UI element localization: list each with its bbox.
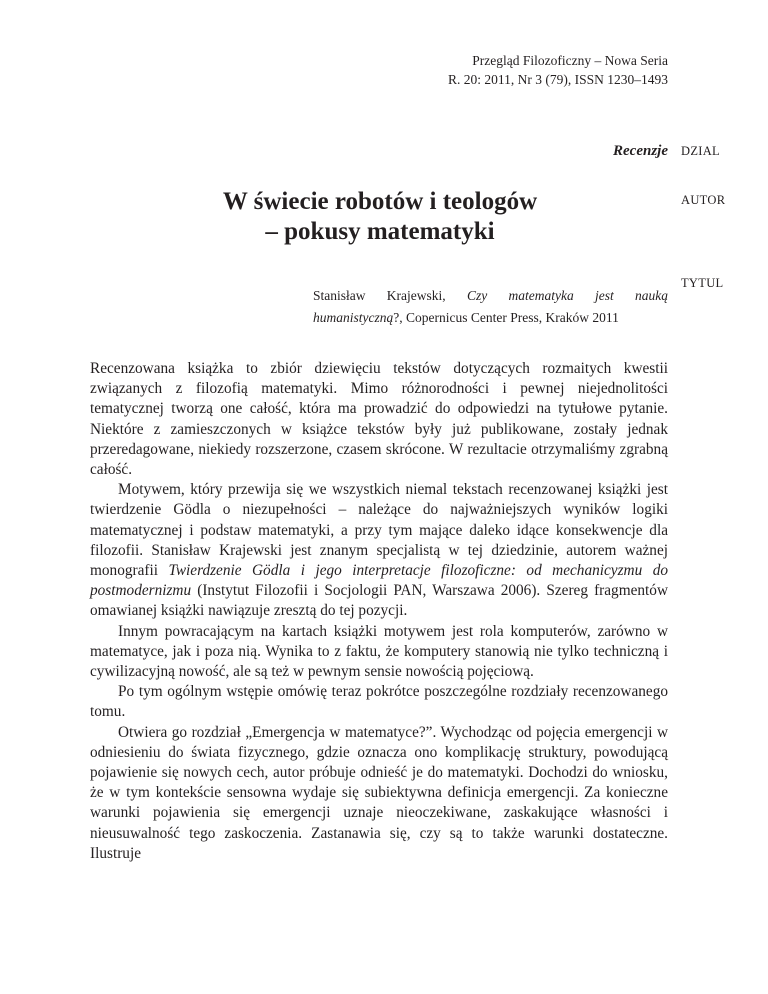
- paragraph-2: [90, 480, 668, 621]
- monograph-title: Twierdzenie Gödla i jego interpretacje filozoficzne: od mechanicyzmu do postmodernizmu: [90, 562, 669, 600]
- article-title: [90, 187, 670, 247]
- paragraph-5: Otwiera go rozdział „Emergencja w matematyce?”. Wychodząc od pojęcia emergencji w odniesieniu do świata fizycznego, gdzie oznacza ono komplikację struktury, powodującą pojawienie się nowych cech, autor próbuje odnieść je do matematyki. Dochodzi do wniosku, że w tym kontekście sensowna wydaje się subiektywna definicja emergencji. Za konieczne warunki pojawienia się emergencji uznaje nieoczekiwane, zaskakujące własności i nieusuwalność tego zaskoczenia. Zastanawia się, czy są to także warunki dostateczne. Ilustruje: [90, 723, 668, 862]
- bib-publisher: ?, Copernicus Center Press, Kraków 2011: [393, 309, 619, 325]
- paragraph-3: Innym powracającym na kartach książki motywem jest rola komputerów, zarówno w matematyce, jak i poza nią. Wynika to z faktu, że komputery stanowią nie tylko techniczną i cywilizacyjną nowość, ale są też w pewnym sensie nowością pojęciową.: [90, 622, 668, 681]
- paragraph-2-text-a: Motywem, który przewija się we wszystkich niemal tekstach recenzowanej książki jest twierdzenie Gödla o niezupełności – należące do najważniejszych wyników logiki matematycznej i podstaw matematyki, a przy tym mające daleko idące konsekwencje dla filozofii. Stanisław Krajewski jest znanym specjalistą w tej dziedzinie, autorem ważnej monografii: [90, 481, 668, 580]
- section-label: Recenzje: [613, 143, 668, 159]
- journal-name: Przegląd Filozoficzny – Nowa Seria: [472, 53, 668, 68]
- paragraph-2-text-b: (Instytut Filozofii i Socjologii PAN, Warszawa 2006). Szereg fragmentów omawianej książki nawiązuje zresztą do tej pozycji.: [90, 582, 668, 620]
- bib-author: Stanisław Krajewski,: [313, 288, 467, 303]
- paragraph-4: Po tym ogólnym wstępie omówię teraz pokrótce poszczególne rozdziały recenzowanego tomu.: [90, 683, 668, 721]
- margin-label-autor: AUTOR: [681, 193, 726, 207]
- margin-label-tytul: TYTUL: [681, 276, 724, 290]
- bibliographic-note: [313, 285, 668, 328]
- title-line-1: W świecie robotów i teologów: [222, 188, 538, 215]
- journal-issue: R. 20: 2011, Nr 3 (79), ISSN 1230–1493: [447, 72, 668, 87]
- title-line-2: – pokusy matematyki: [265, 218, 495, 245]
- margin-label-dzial: DZIAL: [681, 144, 720, 158]
- bib-book-title: Czy matematyka jest nauką humanistyczną: [313, 288, 669, 325]
- journal-header: [448, 51, 668, 89]
- paragraph-1: Recenzowana książka to zbiór dziewięciu tekstów dotyczących rozmaitych kwestii związanych z filozofią matematyki. Mimo różnorodności i pewnej niejednolitości tematycznej tworzą one całość, która ma prowadzić do odpowiedzi na tytułowe pytanie. Niektóre z zamieszczonych w książce tekstów były już publikowane, zostały jednak przeredagowane, niekiedy rozszerzone, czasem skrócone. W rezultacie otrzymaliśmy zgrabną całość.: [90, 360, 668, 479]
- article-body: [90, 359, 668, 864]
